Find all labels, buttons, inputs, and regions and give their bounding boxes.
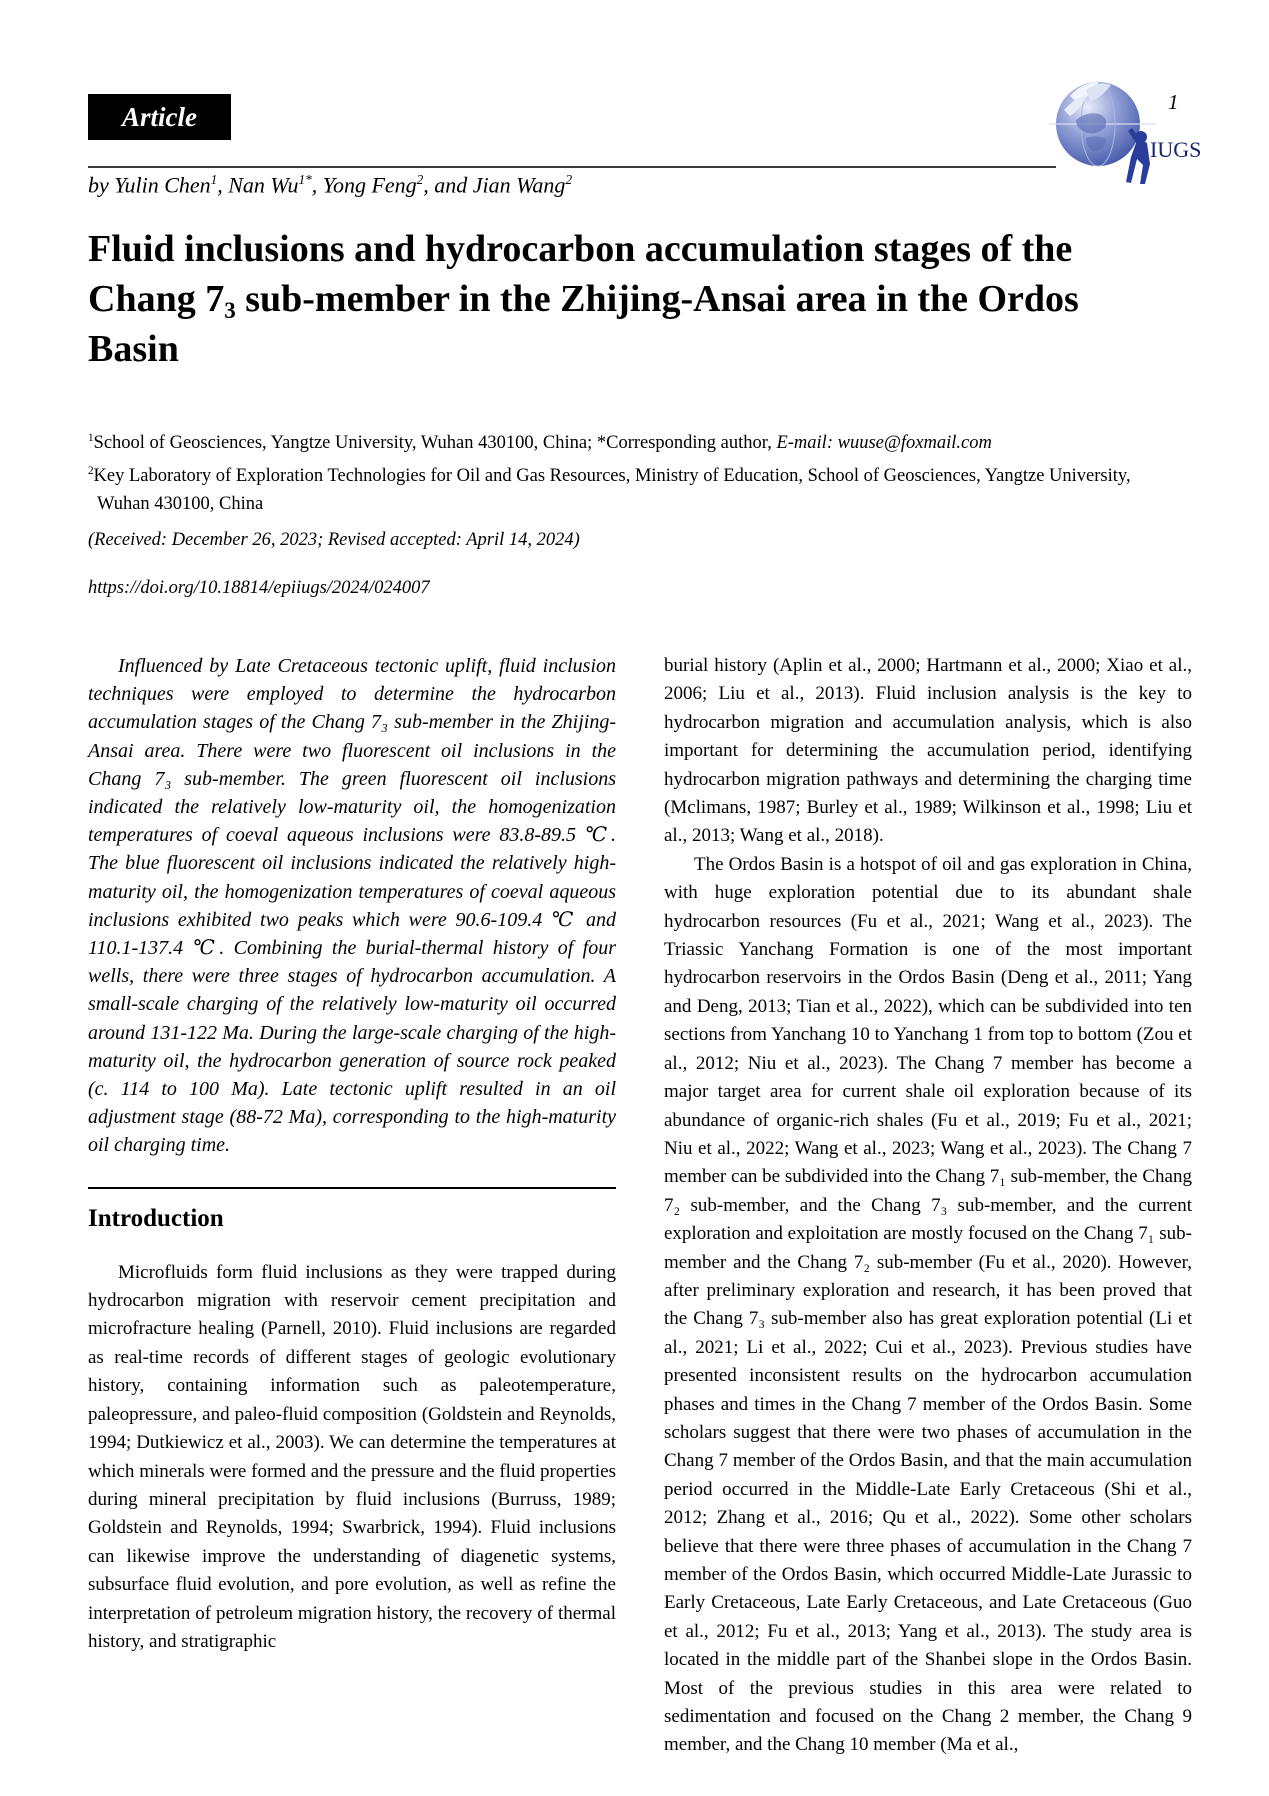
two-column-body: [88, 652, 1192, 1760]
globe-icon: [1048, 74, 1200, 198]
title-subscript: 3: [224, 298, 236, 323]
article-type-badge: [88, 94, 231, 140]
intro-paragraph-left: Microfluids form fluid inclusions as they were trapped during hydrocarbon migration with reservoir cement precipitation and microfracture healing (Parnell, 2010). Fluid inclusions are regarded as real-time records of different stages of geologic evolutionary history, containing information such as paleotemperature, paleopressure, and paleo-fluid composition (Goldstein and Reynolds, 1994; Dutkiewicz et al., 2003). We can determine the temperatures at which minerals were formed and the pressure and the fluid properties during mineral precipitation by fluid inclusions (Burruss, 1989; Goldstein and Reynolds, 1994; Swarbrick, 1994). Fluid inclusions can likewise improve the understanding of diagenetic systems, subsurface fluid evolution, and pore evolution, as well as refine the interpretation of petroleum migration history, the recovery of thermal history, and stratigraphic: [88, 1261, 616, 1652]
title-line-3: Basin: [88, 328, 179, 370]
iugs-logo: [1048, 74, 1200, 198]
received-revised-dates: (Received: December 26, 2023; Revised accepted: April 14, 2024): [88, 530, 580, 550]
header-rule: [88, 166, 1056, 168]
introduction-heading: Introduction: [88, 1204, 224, 1232]
iugs-logo-text: IUGS: [1150, 137, 1200, 162]
affiliation-1: $^1$School of Geosciences, Yangtze University, Wuhan 430100, China; *Corresponding author, E-mail: wuuse@foxmail.com: [88, 432, 992, 454]
left-column: [88, 652, 616, 1760]
title-line-1: Fluid inclusions and hydrocarbon accumulation stages of the: [88, 228, 1073, 270]
author-sup: 2: [416, 172, 424, 187]
affiliation-sup: 2: [88, 465, 94, 478]
right-column: [664, 652, 1192, 1760]
paper-title: [88, 224, 1193, 374]
section-divider-rule: [88, 1187, 616, 1189]
intro-paragraph-continuation: burial history (Aplin et al., 2000; Hartmann et al., 2000; Xiao et al., 2006; Liu et al., 2013). Fluid inclusion analysis is the key to hydrocarbon migration and accumulation analysis, which is also important for determining the accumulation period, identifying hydrocarbon migration pathways and determining the charging time (Mclimans, 1987; Burley et al., 1989; Wilkinson et al., 1998; Liu et al., 2013; Wang et al., 2018).: [664, 655, 1192, 847]
author: , Yong Feng: [311, 172, 417, 198]
intro-paragraph-2: The Ordos Basin is a hotspot of oil and gas exploration in China, with huge exploration potential due to its abundant shale hydrocarbon resources (Fu et al., 2021; Wang et al., 2023). The Triassic Yanchang Formation is one of the most important hydrocarbon reservoirs in the Ordos Basin (Deng et al., 2011; Yang and Deng, 2013; Tian et al., 2022), which can be subdivided into ten sections from Yanchang 10 to Yanchang 1 from top to bottom (Zou et al., 2012; Niu et al., 2023). The Chang 7 member has become a major target area for current shale oil exploration because of its abundance of organic-rich shales (Fu et al., 2019; Fu et al., 2021; Niu et al., 2022; Wang et al., 2023; Wang et al., 2023). The Chang 7 member can be subdivided into the Chang 7₁ sub-member, the Chang 7₂ sub-member, and the Chang 7₃ sub-member, and the current exploration and exploitation are mostly focused on the Chang 7₁ sub-member and the Chang 7₂ sub-member (Fu et al., 2020). However, after preliminary exploration and research, it has been proved that the Chang 7₃ sub-member also has great exploration potential (Li et al., 2021; Li et al., 2022; Cui et al., 2023). Previous studies have presented inconsistent results on the hydrocarbon accumulation phases and times in the Chang 7 member of the Ordos Basin. Some scholars suggest that there were two phases of accumulation in the Chang 7 member of the Ordos Basin, and that the main accumulation period occurred in the Middle-Late Early Cretaceous (Shi et al., 2012; Zhang et al., 2016; Qu et al., 2022). Some other scholars believe that there were three phases of accumulation in the Chang 7 member of the Ordos Basin, which occurred Middle-Late Jurassic to Early Cretaceous, Late Early Cretaceous, and Late Cretaceous (Guo et al., 2012; Fu et al., 2013; Yang et al., 2013). The study area is located in the middle part of the Shanbei slope in the Ordos Basin. Most of the previous studies in this area were related to sedimentation and focused on the Chang 2 member, the Chang 9 member, and the Chang 10 member (Ma et al.,: [664, 853, 1192, 1756]
affiliation-2: $^2$Key Laboratory of Exploration Technologies for Oil and Gas Resources, Ministry of Education, School of Geosciences, Yangtze University, Wuhan 430100, China: [88, 465, 1131, 515]
author: , Nan Wu: [217, 172, 299, 198]
page-number: 1: [1168, 90, 1179, 114]
abstract-paragraph: Influenced by Late Cretaceous tectonic uplift, fluid inclusion techniques were employed to determine the hydrocarbon accumulation stages of the Chang 7₃ sub-member in the Zhijing-Ansai area. There were two fluorescent oil inclusions in the Chang 7₃ sub-member. The green fluorescent oil inclusions indicated the relatively low-maturity oil, the homogenization temperatures of coeval aqueous inclusions were 83.8-89.5 ℃. The blue fluorescent oil inclusions indicated the relatively high-maturity oil, the homogenization temperatures of coeval aqueous inclusions exhibited two peaks which were 90.6-109.4 ℃ and 110.1-137.4 ℃. Combining the burial-thermal history of four wells, there were three stages of hydrocarbon accumulation. A small-scale charging of the relatively low-maturity oil occurred around 131-122 Ma. During the large-scale charging of the high-maturity oil, the hydrocarbon generation of source rock peaked (c. 114 to 100 Ma). Late tectonic uplift resulted in an oil adjustment stage (88-72 Ma), corresponding to the high-maturity oil charging time.: [88, 655, 616, 1157]
byline: [88, 172, 572, 198]
corresponding-email: E-mail: wuuse@foxmail.com: [776, 433, 992, 454]
affiliations: [88, 424, 1176, 518]
author: , and Jian Wang: [423, 172, 566, 198]
affiliation-sup: 1: [88, 432, 94, 444]
author-sup: 1: [210, 172, 218, 187]
article-type-label: Article: [122, 101, 197, 132]
author-sup: 1*: [298, 172, 312, 187]
author-sup: 2: [565, 172, 573, 187]
title-line-2: Chang $7_3$ sub-member in the Zhijing-Ansai area in the Ordos: [88, 278, 1079, 323]
doi-text: https://doi.org/10.18814/epiiugs/2024/024007: [88, 578, 430, 598]
author: by Yulin Chen: [88, 172, 211, 198]
